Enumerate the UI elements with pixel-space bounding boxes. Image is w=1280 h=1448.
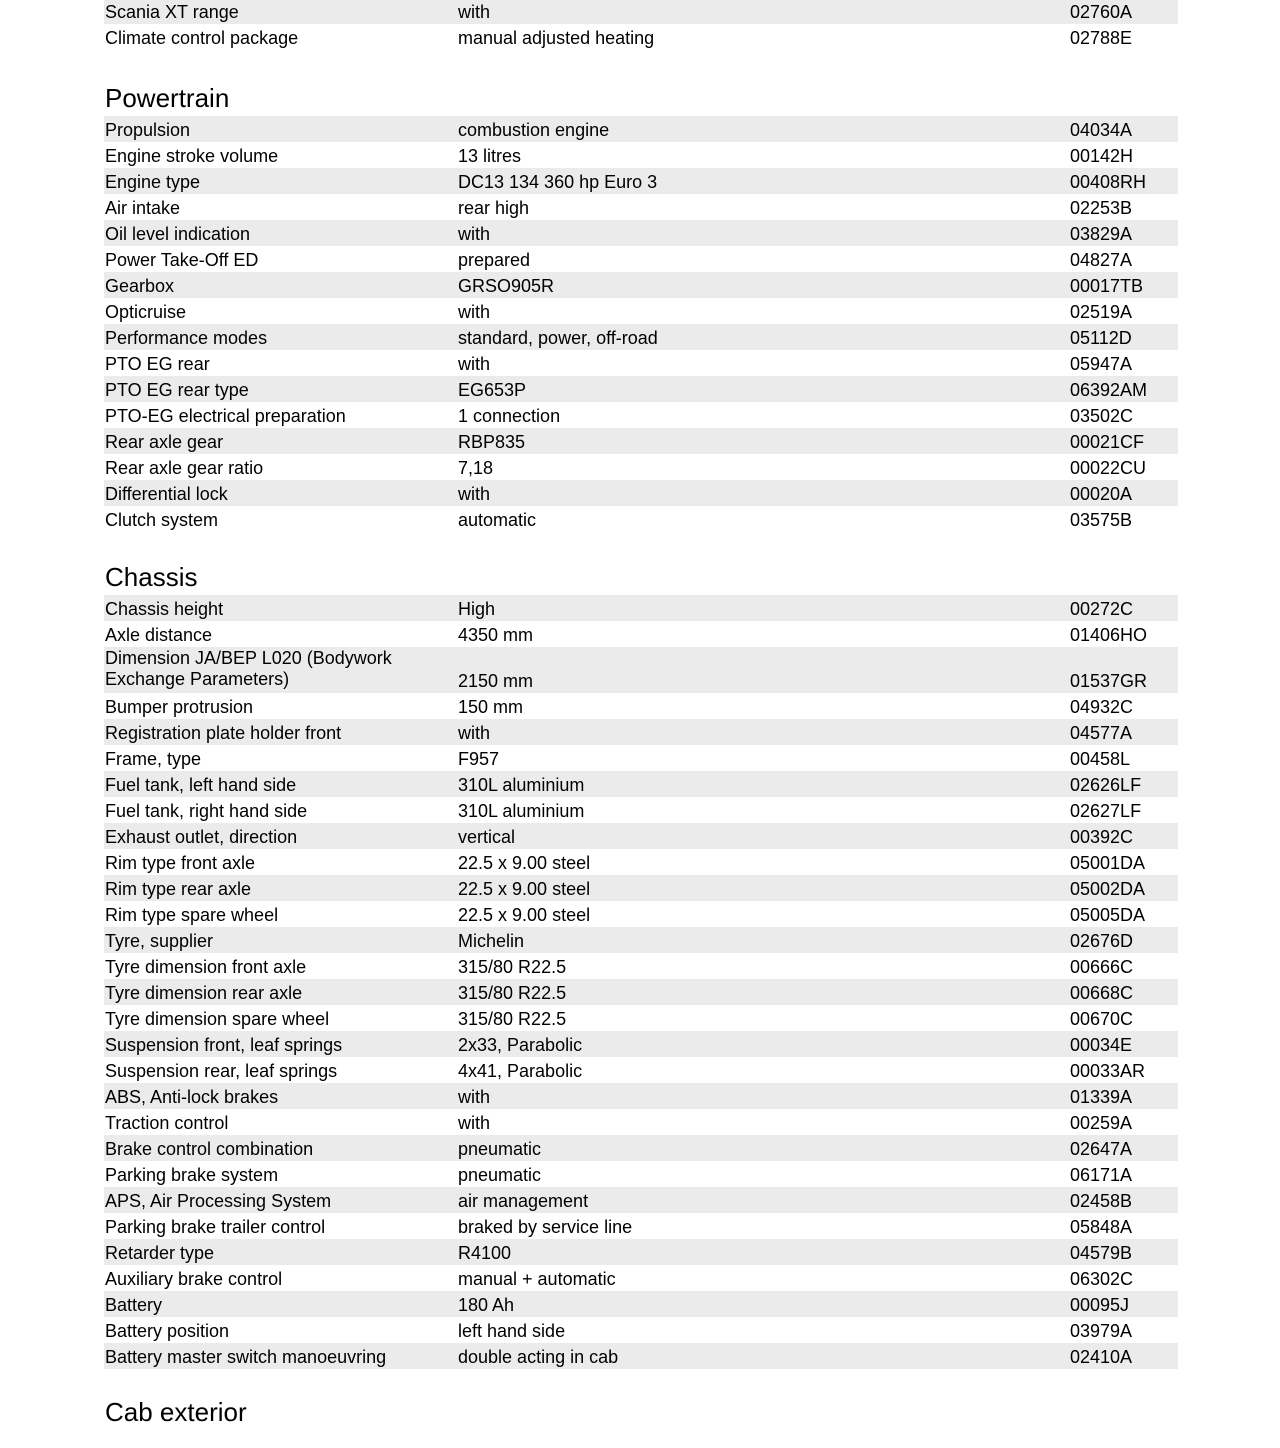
spec-value: left hand side: [458, 1321, 566, 1341]
spec-row: [104, 116, 1178, 142]
spec-name: ABS, Anti-lock brakes: [105, 1087, 279, 1107]
spec-row: [104, 1265, 1178, 1291]
spec-name: Suspension front, leaf springs: [105, 1035, 343, 1055]
spec-code: 05947A: [1070, 354, 1133, 374]
spec-value: 22.5 x 9.00 steel: [458, 879, 591, 899]
spec-name: Propulsion: [105, 120, 191, 140]
spec-value: with: [458, 224, 491, 244]
spec-name: Parking brake system: [105, 1165, 279, 1185]
spec-code: 04579B: [1070, 1243, 1133, 1263]
spec-value: 22.5 x 9.00 steel: [458, 905, 591, 925]
spec-value: with: [458, 1087, 491, 1107]
spec-name: Axle distance: [105, 625, 213, 645]
spec-code: 02788E: [1070, 28, 1133, 48]
spec-name: Rim type front axle: [105, 853, 256, 873]
spec-name: Brake control combination: [105, 1139, 314, 1159]
spec-row: [104, 1317, 1178, 1343]
spec-code: 06171A: [1070, 1165, 1133, 1185]
spec-code: 06392AM: [1070, 380, 1148, 400]
spec-name: Rear axle gear ratio: [105, 458, 264, 478]
spec-code: 02253B: [1070, 198, 1133, 218]
spec-value: with: [458, 723, 491, 743]
spec-code: 02627LF: [1070, 801, 1142, 821]
spec-name: Battery master switch manoeuvring: [105, 1347, 387, 1367]
spec-code: 05002DA: [1070, 879, 1146, 899]
spec-name: Differential lock: [105, 484, 228, 504]
spec-row: [104, 1083, 1178, 1109]
spec-value: with: [458, 302, 491, 322]
spec-row: [104, 1291, 1178, 1317]
spec-row: [104, 1161, 1178, 1187]
spec-name: Engine stroke volume: [105, 146, 279, 166]
spec-name: Retarder type: [105, 1243, 215, 1263]
spec-value: with: [458, 1113, 491, 1133]
spec-row: [104, 428, 1178, 454]
spec-code: 00272C: [1070, 599, 1134, 619]
spec-code: 00022CU: [1070, 458, 1147, 478]
spec-code: 01406HO: [1070, 625, 1148, 645]
spec-value: High: [458, 599, 496, 619]
spec-row: [104, 1239, 1178, 1265]
spec-name: Parking brake trailer control: [105, 1217, 326, 1237]
spec-row: [104, 454, 1178, 480]
spec-code: 03575B: [1070, 510, 1133, 530]
spec-row: [104, 901, 1178, 927]
spec-value: 310L aluminium: [458, 801, 585, 821]
spec-value: RBP835: [458, 432, 526, 452]
spec-code: 03502C: [1070, 406, 1134, 426]
spec-row: [104, 1135, 1178, 1161]
spec-code: 04577A: [1070, 723, 1133, 743]
spec-name: Rear axle gear: [105, 432, 224, 452]
spec-value: with: [458, 484, 491, 504]
spec-row: [104, 979, 1178, 1005]
spec-code: 00021CF: [1070, 432, 1145, 452]
spec-row: [104, 797, 1178, 823]
spec-value: with: [458, 2, 491, 22]
spec-name: Traction control: [105, 1113, 229, 1133]
spec-row: [104, 647, 1178, 693]
spec-name: Rim type rear axle: [105, 879, 252, 899]
spec-row: [104, 875, 1178, 901]
spec-value: DC13 134 360 hp Euro 3: [458, 172, 658, 192]
spec-value: rear high: [458, 198, 530, 218]
spec-name: Dimension JA/BEP L020 (Bodywork Exchange Parameters): [105, 648, 392, 689]
spec-row: [104, 506, 1178, 532]
spec-name: Fuel tank, right hand side: [105, 801, 308, 821]
spec-name: Performance modes: [105, 328, 268, 348]
spec-name: PTO EG rear: [105, 354, 210, 374]
spec-value: with: [458, 354, 491, 374]
spec-value: 2x33, Parabolic: [458, 1035, 583, 1055]
spec-row: [104, 1109, 1178, 1135]
spec-value: 22.5 x 9.00 steel: [458, 853, 591, 873]
spec-row: [104, 402, 1178, 428]
spec-name: Battery position: [105, 1321, 230, 1341]
spec-row: [104, 595, 1178, 621]
spec-name: APS, Air Processing System: [105, 1191, 332, 1211]
spec-name: Tyre, supplier: [105, 931, 214, 951]
section-title-chassis: Chassis: [105, 562, 198, 592]
spec-code: 03829A: [1070, 224, 1133, 244]
spec-value: prepared: [458, 250, 531, 270]
spec-value: manual + automatic: [458, 1269, 616, 1289]
spec-value: 315/80 R22.5: [458, 1009, 567, 1029]
spec-value: braked by service line: [458, 1217, 633, 1237]
spec-name: Opticruise: [105, 302, 187, 322]
spec-value: 7,18: [458, 458, 494, 478]
spec-code: 02760A: [1070, 2, 1133, 22]
spec-code: 00142H: [1070, 146, 1134, 166]
spec-code: 05005DA: [1070, 905, 1146, 925]
spec-name: Registration plate holder front: [105, 723, 342, 743]
spec-row: [104, 246, 1178, 272]
spec-name: Chassis height: [105, 599, 224, 619]
spec-row: [104, 771, 1178, 797]
spec-row: [104, 168, 1178, 194]
spec-value: 180 Ah: [458, 1295, 515, 1315]
spec-name: Auxiliary brake control: [105, 1269, 283, 1289]
spec-code: 02626LF: [1070, 775, 1142, 795]
spec-value: double acting in cab: [458, 1347, 619, 1367]
spec-value: F957: [458, 749, 500, 769]
spec-name: Air intake: [105, 198, 181, 218]
spec-code: 00020A: [1070, 484, 1133, 504]
spec-row: [104, 324, 1178, 350]
spec-row: [104, 194, 1178, 220]
spec-value: air management: [458, 1191, 589, 1211]
spec-row: [104, 823, 1178, 849]
spec-code: 00666C: [1070, 957, 1134, 977]
spec-row: [104, 927, 1178, 953]
spec-row: [104, 693, 1178, 719]
spec-value: 4x41, Parabolic: [458, 1061, 583, 1081]
spec-value: 315/80 R22.5: [458, 983, 567, 1003]
spec-name: PTO EG rear type: [105, 380, 249, 400]
spec-name: Engine type: [105, 172, 201, 192]
spec-value: combustion engine: [458, 120, 610, 140]
spec-code: 05848A: [1070, 1217, 1133, 1237]
spec-value: 310L aluminium: [458, 775, 585, 795]
spec-code: 06302C: [1070, 1269, 1134, 1289]
spec-row: [104, 1213, 1178, 1239]
spec-row: [104, 953, 1178, 979]
spec-row: [104, 745, 1178, 771]
spec-value: 2150 mm: [458, 671, 534, 691]
spec-value: 150 mm: [458, 697, 524, 717]
spec-code: 00034E: [1070, 1035, 1133, 1055]
spec-value: pneumatic: [458, 1165, 542, 1185]
spec-name: Rim type spare wheel: [105, 905, 279, 925]
spec-row: [104, 1187, 1178, 1213]
spec-code: 01537GR: [1070, 671, 1148, 691]
spec-value: manual adjusted heating: [458, 28, 655, 48]
spec-value: 4350 mm: [458, 625, 534, 645]
spec-code: 00670C: [1070, 1009, 1134, 1029]
spec-code: 02458B: [1070, 1191, 1133, 1211]
spec-code: 02410A: [1070, 1347, 1133, 1367]
spec-name: Tyre dimension front axle: [105, 957, 307, 977]
spec-row: [104, 142, 1178, 168]
spec-value: R4100: [458, 1243, 512, 1263]
spec-value: 13 litres: [458, 146, 522, 166]
spec-code: 00095J: [1070, 1295, 1130, 1315]
spec-row: [104, 1005, 1178, 1031]
spec-code: 01339A: [1070, 1087, 1133, 1107]
spec-name: Tyre dimension rear axle: [105, 983, 303, 1003]
spec-row: [104, 376, 1178, 402]
spec-name: Battery: [105, 1295, 163, 1315]
spec-row: [104, 0, 1178, 24]
spec-name: Bumper protrusion: [105, 697, 254, 717]
section-title-cab-exterior: Cab exterior: [105, 1397, 247, 1427]
spec-value: EG653P: [458, 380, 527, 400]
section-title-powertrain: Powertrain: [105, 83, 230, 113]
spec-value: 315/80 R22.5: [458, 957, 567, 977]
spec-code: 02647A: [1070, 1139, 1133, 1159]
spec-name: PTO-EG electrical preparation: [105, 406, 346, 426]
spec-row: [104, 220, 1178, 246]
spec-row: [104, 1057, 1178, 1083]
spec-name: Clutch system: [105, 510, 219, 530]
spec-code: 03979A: [1070, 1321, 1133, 1341]
spec-code: 00668C: [1070, 983, 1134, 1003]
spec-name: Oil level indication: [105, 224, 251, 244]
spec-row: [104, 350, 1178, 376]
spec-row: [104, 719, 1178, 745]
spec-row: [104, 1031, 1178, 1057]
spec-code: 00408RH: [1070, 172, 1147, 192]
spec-name: Climate control package: [105, 28, 299, 48]
spec-value: 1 connection: [458, 406, 561, 426]
spec-value: pneumatic: [458, 1139, 542, 1159]
spec-code: 04827A: [1070, 250, 1133, 270]
spec-code: 02519A: [1070, 302, 1133, 322]
spec-code: 00458L: [1070, 749, 1131, 769]
spec-code: 05112D: [1070, 328, 1132, 348]
spec-row: [104, 1343, 1178, 1369]
spec-row: [104, 298, 1178, 324]
spec-code: 04932C: [1070, 697, 1134, 717]
spec-row: [104, 480, 1178, 506]
spec-value: automatic: [458, 510, 537, 530]
spec-name: Fuel tank, left hand side: [105, 775, 297, 795]
spec-code: 00017TB: [1070, 276, 1144, 296]
spec-code: 04034A: [1070, 120, 1133, 140]
spec-name: Power Take-Off ED: [105, 250, 259, 270]
spec-value: GRSO905R: [458, 276, 555, 296]
spec-row: [104, 24, 1178, 50]
spec-row: [104, 272, 1178, 298]
spec-code: 00392C: [1070, 827, 1134, 847]
spec-row: [104, 849, 1178, 875]
spec-code: 05001DA: [1070, 853, 1146, 873]
spec-name: Exhaust outlet, direction: [105, 827, 298, 847]
spec-code: 02676D: [1070, 931, 1134, 951]
spec-name: Scania XT range: [105, 2, 239, 22]
spec-code: 00259A: [1070, 1113, 1133, 1133]
spec-name: Gearbox: [105, 276, 175, 296]
spec-name: Tyre dimension spare wheel: [105, 1009, 330, 1029]
spec-name: Suspension rear, leaf springs: [105, 1061, 338, 1081]
spec-value: standard, power, off-road: [458, 328, 658, 348]
spec-row: [104, 621, 1178, 647]
spec-value: vertical: [458, 827, 516, 847]
spec-name: Frame, type: [105, 749, 202, 769]
spec-code: 00033AR: [1070, 1061, 1146, 1081]
spec-value: Michelin: [458, 931, 525, 951]
